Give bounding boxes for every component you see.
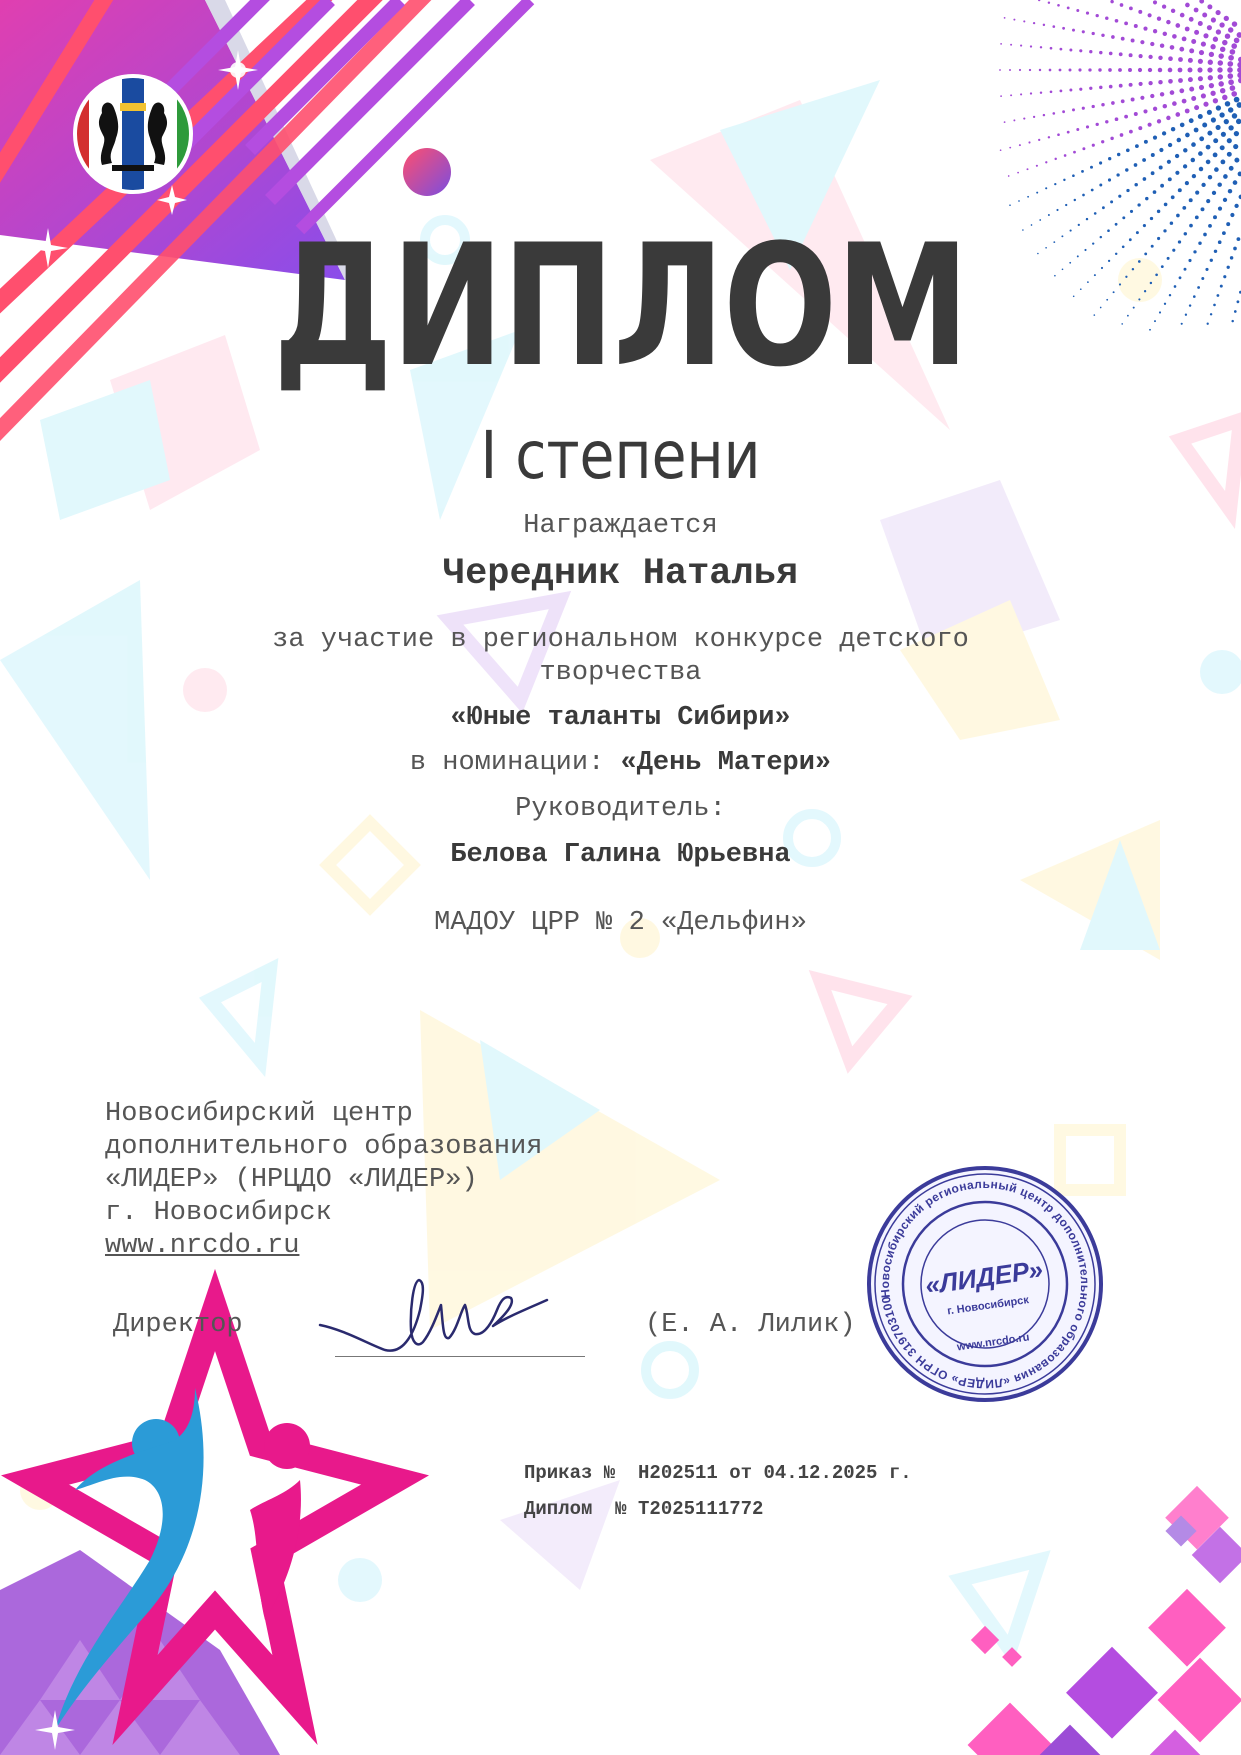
- nomination-value: «День Матери»: [620, 748, 832, 778]
- stamp-ring-text: Новосибирский региональный центр дополнительного образования «ЛИДЕР» ОГРН 319703100086154: [877, 1176, 1093, 1392]
- recipient-name: Чередник Наталья: [442, 553, 799, 595]
- nomination-label: в номинации:: [409, 748, 605, 778]
- stamp-city-text: г. Новосибирск: [946, 1294, 1030, 1318]
- coat-of-arms-emblem: [72, 73, 194, 195]
- diploma-number: Диплом № Т2025111772: [524, 1498, 764, 1520]
- organization-website-link[interactable]: www.nrcdo.ru: [105, 1231, 300, 1261]
- contest-name: «Юные таланты Сибири»: [450, 703, 791, 733]
- organization-city: г. Новосибирск: [105, 1198, 332, 1228]
- organization-line-2: дополнительного образования: [105, 1132, 543, 1162]
- director-name: (Е. А. Лилик): [645, 1310, 856, 1340]
- order-number: Приказ № Н202511 от 04.12.2025 г.: [524, 1462, 912, 1484]
- organization-block: [105, 1098, 542, 1263]
- organization-line-1: Новосибирский центр: [105, 1099, 413, 1129]
- director-signature: [315, 1270, 565, 1360]
- organization-line-3: «ЛИДЕР» (НРЦДО «ЛИДЕР»): [105, 1165, 478, 1195]
- diploma-title: ДИПЛОМ: [273, 208, 968, 404]
- leader-label: Руководитель:: [515, 794, 726, 824]
- award-reason: за участие в региональном конкурсе детского творчества: [272, 625, 969, 688]
- director-label: Директор: [113, 1310, 243, 1340]
- awarded-label: Награждается: [523, 511, 718, 541]
- leader-name: Белова Галина Юрьевна: [450, 840, 791, 870]
- stamp-center-text: «ЛИДЕР»: [923, 1253, 1045, 1301]
- signature-line: [335, 1356, 585, 1357]
- institution-name: МАДОУ ЦРР № 2 «Дельфин»: [434, 908, 807, 938]
- diploma-degree: I степени: [480, 417, 761, 494]
- nomination-line: [0, 748, 1241, 778]
- stamp-site-text: www.nrcdo.ru: [956, 1331, 1031, 1354]
- organization-stamp: [865, 1164, 1105, 1404]
